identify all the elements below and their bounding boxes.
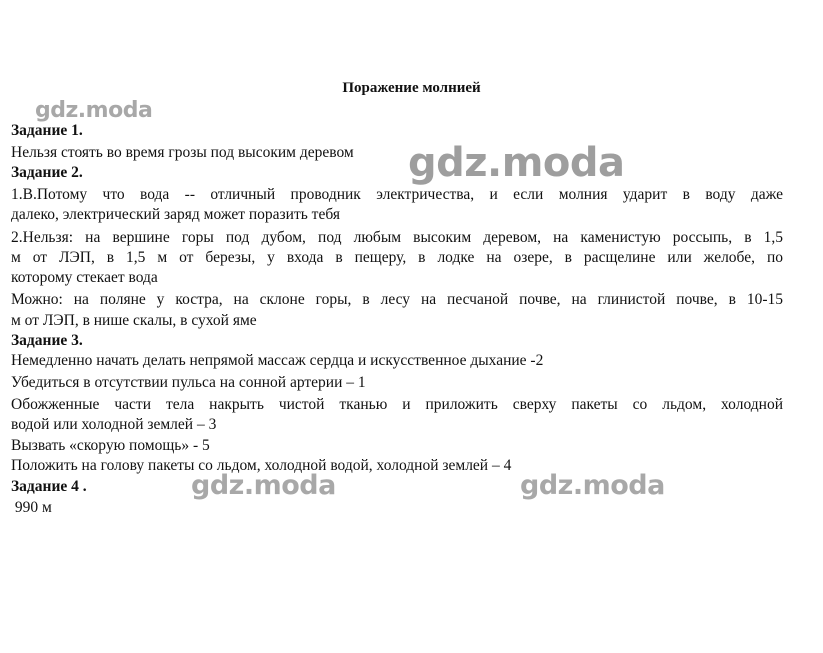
task-2-answer-line: Можно: на поляне у костра, на склоне горы, в лесу на песчаной почве, на глинистой почве, в 10-15 xyxy=(11,291,783,308)
task-1-answer: Нельзя стоять во время грозы под высоким деревом xyxy=(11,144,354,161)
task-heading-4: Задание 4 . xyxy=(11,478,87,495)
document-title: Поражение молнией xyxy=(342,80,481,96)
task-2-answer-line: которому стекает вода xyxy=(11,269,158,286)
task-3-answer-line: Положить на голову пакеты со льдом, холодной водой, холодной землей – 4 xyxy=(11,457,512,474)
task-3-answer-line: Немедленно начать делать непрямой массаж сердца и искусственное дыхание -2 xyxy=(11,352,544,369)
watermark: gdz.moda xyxy=(520,470,665,501)
task-3-answer-line: водой или холодной землей – 3 xyxy=(11,416,217,433)
task-2-answer-line: 1.В.Потому что вода -- отличный проводник электричества, и если молния ударит в воду даже xyxy=(11,186,783,203)
watermark: gdz.moda xyxy=(35,98,153,123)
task-3-answer-line: Вызвать «скорую помощь» - 5 xyxy=(11,437,210,454)
task-3-answer-line: Обожженные части тела накрыть чистой тканью и приложить сверху пакеты со льдом, холодной xyxy=(11,396,783,413)
watermark: gdz.moda xyxy=(408,140,625,186)
task-2-answer-line: далеко, электрический заряд может поразить тебя xyxy=(11,206,340,223)
task-2-answer-line: 2.Нельзя: на вершине горы под дубом, под любым высоким деревом, на каменистую россыпь, в 1,5 xyxy=(11,229,783,246)
task-3-answer-line: Убедиться в отсутствии пульса на сонной артерии – 1 xyxy=(11,374,366,391)
task-heading-3: Задание 3. xyxy=(11,332,83,349)
task-heading-2: Задание 2. xyxy=(11,164,83,181)
watermark: gdz.moda xyxy=(191,470,336,501)
task-4-answer: 990 м xyxy=(11,499,52,516)
task-2-answer-line: м от ЛЭП, в 1,5 м от березы, у входа в пещеру, в лодке на озере, в расщелине или желобе, по xyxy=(11,249,783,266)
task-heading-1: Задание 1. xyxy=(11,122,83,139)
task-2-answer-line: м от ЛЭП, в нише скалы, в сухой яме xyxy=(11,312,257,329)
